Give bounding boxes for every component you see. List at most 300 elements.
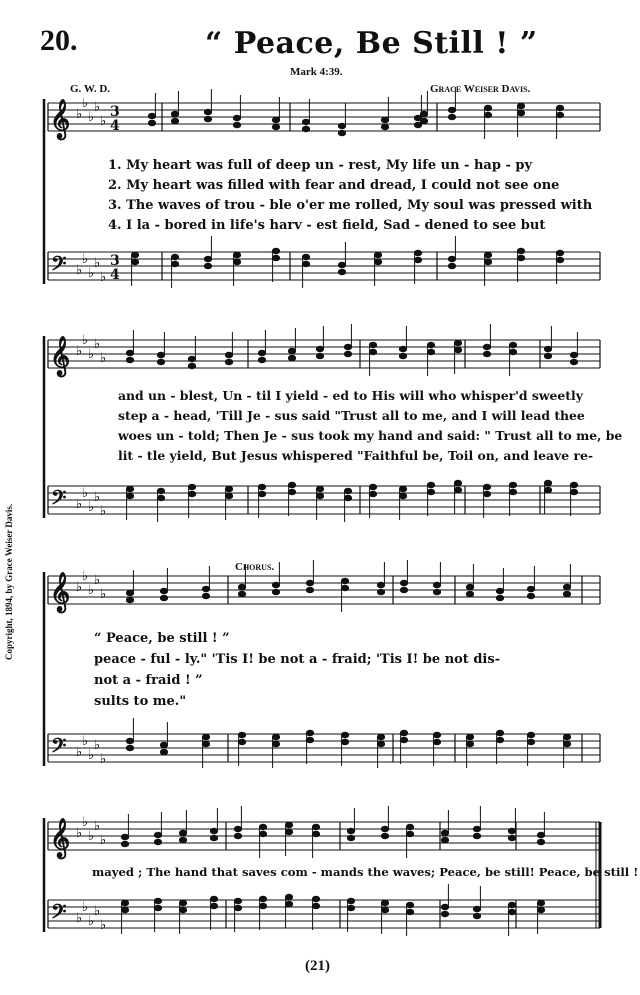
note-head bbox=[508, 902, 515, 907]
note-head bbox=[556, 250, 563, 255]
note-head bbox=[400, 737, 407, 742]
note-head bbox=[258, 357, 265, 362]
note-head bbox=[344, 488, 351, 493]
note-head bbox=[381, 907, 388, 912]
flat-icon: ♭ bbox=[82, 900, 89, 915]
note-head bbox=[160, 742, 167, 747]
note-head bbox=[285, 894, 292, 899]
note-head bbox=[414, 122, 421, 127]
note-head bbox=[121, 900, 128, 905]
note-head bbox=[312, 824, 319, 829]
note-head bbox=[344, 495, 351, 500]
note-head bbox=[259, 896, 266, 901]
note-head bbox=[285, 901, 292, 906]
note-head bbox=[563, 741, 570, 746]
note-head bbox=[570, 359, 577, 364]
flat-icon: ♭ bbox=[76, 826, 83, 841]
chorus-label: Chorus. bbox=[235, 561, 275, 573]
note-head bbox=[157, 488, 164, 493]
note-head bbox=[466, 741, 473, 746]
note-head bbox=[171, 261, 178, 266]
note-head bbox=[157, 359, 164, 364]
note-head bbox=[160, 749, 167, 754]
flat-icon: ♭ bbox=[82, 734, 89, 749]
note-head bbox=[433, 589, 440, 594]
note-head bbox=[433, 739, 440, 744]
note-head bbox=[272, 117, 279, 122]
note-head bbox=[433, 582, 440, 587]
note-head bbox=[202, 734, 209, 739]
note-head bbox=[188, 356, 195, 361]
note-head bbox=[234, 833, 241, 838]
note-head bbox=[131, 252, 138, 257]
flat-icon: ♭ bbox=[94, 573, 101, 588]
note-head bbox=[272, 124, 279, 129]
note-head bbox=[344, 344, 351, 349]
flat-icon: ♭ bbox=[76, 911, 83, 926]
note-head bbox=[154, 832, 161, 837]
hymn-number: 20. bbox=[40, 24, 78, 57]
chorus-line: mayed ; The hand that saves com - mands the waves; Peace, be still! Peace, be still ! bbox=[92, 865, 639, 879]
flat-icon: ♭ bbox=[76, 344, 83, 359]
flat-icon: ♭ bbox=[88, 110, 95, 125]
note-head bbox=[154, 905, 161, 910]
chorus-line: peace - ful - ly." 'Tis I! be not a - fraid; 'Tis I! be not dis- bbox=[94, 652, 501, 667]
note-head bbox=[258, 491, 265, 496]
note-head bbox=[171, 118, 178, 123]
note-head bbox=[204, 109, 211, 114]
note-head bbox=[496, 730, 503, 735]
note-head bbox=[202, 593, 209, 598]
note-head bbox=[427, 489, 434, 494]
bass-clef-icon: 𝄢 bbox=[51, 251, 67, 280]
page-number: (21) bbox=[305, 958, 330, 974]
note-head bbox=[400, 580, 407, 585]
flat-icon: ♭ bbox=[94, 256, 101, 271]
note-head bbox=[381, 833, 388, 838]
note-head bbox=[517, 103, 524, 108]
flat-icon: ♭ bbox=[88, 347, 95, 362]
note-head bbox=[544, 480, 551, 485]
note-head bbox=[496, 588, 503, 593]
note-head bbox=[302, 254, 309, 259]
note-head bbox=[427, 342, 434, 347]
note-head bbox=[570, 482, 577, 487]
note-head bbox=[121, 907, 128, 912]
flat-icon: ♭ bbox=[88, 583, 95, 598]
note-head bbox=[126, 590, 133, 595]
note-head bbox=[202, 586, 209, 591]
note-head bbox=[285, 822, 292, 827]
note-head bbox=[131, 259, 138, 264]
note-head bbox=[570, 489, 577, 494]
flat-icon: ♭ bbox=[76, 745, 83, 760]
note-head bbox=[414, 250, 421, 255]
chorus-line: sults to me." bbox=[94, 694, 187, 709]
note-head bbox=[233, 122, 240, 127]
note-head bbox=[338, 269, 345, 274]
note-head bbox=[406, 909, 413, 914]
note-head bbox=[160, 588, 167, 593]
note-head bbox=[484, 259, 491, 264]
flat-icon: ♭ bbox=[82, 486, 89, 501]
note-head bbox=[148, 113, 155, 118]
note-head bbox=[234, 898, 241, 903]
note-head bbox=[508, 835, 515, 840]
note-head bbox=[188, 491, 195, 496]
note-head bbox=[210, 828, 217, 833]
note-head bbox=[509, 489, 516, 494]
note-head bbox=[441, 911, 448, 916]
note-head bbox=[233, 115, 240, 120]
note-head bbox=[427, 482, 434, 487]
note-head bbox=[316, 353, 323, 358]
flat-icon: ♭ bbox=[82, 333, 89, 348]
note-head bbox=[259, 831, 266, 836]
note-head bbox=[483, 351, 490, 356]
note-head bbox=[179, 900, 186, 905]
note-head bbox=[126, 745, 133, 750]
note-head bbox=[347, 835, 354, 840]
note-head bbox=[556, 112, 563, 117]
note-head bbox=[258, 484, 265, 489]
note-head bbox=[466, 591, 473, 596]
note-head bbox=[338, 262, 345, 267]
note-head bbox=[544, 487, 551, 492]
note-head bbox=[496, 595, 503, 600]
note-head bbox=[406, 902, 413, 907]
note-head bbox=[272, 734, 279, 739]
flat-icon: ♭ bbox=[100, 351, 107, 366]
flat-icon: ♭ bbox=[76, 580, 83, 595]
note-head bbox=[341, 732, 348, 737]
note-head bbox=[484, 252, 491, 257]
note-head bbox=[344, 351, 351, 356]
flat-icon: ♭ bbox=[88, 500, 95, 515]
copyright-notice: Copyright, 1894, by Grace Weiser Davis. bbox=[4, 503, 14, 660]
note-head bbox=[288, 482, 295, 487]
note-head bbox=[527, 586, 534, 591]
note-head bbox=[406, 824, 413, 829]
chorus-line: not a - fraid ! ” bbox=[94, 673, 203, 688]
note-head bbox=[377, 734, 384, 739]
note-head bbox=[399, 346, 406, 351]
note-head bbox=[484, 112, 491, 117]
note-head bbox=[509, 482, 516, 487]
verse-line: and un - blest, Un - til I yield - ed to His will who whisper'd sweetly bbox=[118, 388, 583, 403]
note-head bbox=[454, 347, 461, 352]
bass-clef-icon: 𝄢 bbox=[51, 899, 67, 928]
note-head bbox=[285, 829, 292, 834]
note-head bbox=[204, 263, 211, 268]
note-head bbox=[272, 582, 279, 587]
note-head bbox=[126, 350, 133, 355]
scripture-reference: Mark 4:39. bbox=[290, 66, 343, 78]
note-head bbox=[210, 896, 217, 901]
note-head bbox=[316, 486, 323, 491]
flat-icon: ♭ bbox=[88, 829, 95, 844]
note-head bbox=[341, 578, 348, 583]
note-head bbox=[121, 834, 128, 839]
note-head bbox=[448, 114, 455, 119]
note-head bbox=[126, 486, 133, 491]
note-head bbox=[406, 831, 413, 836]
note-head bbox=[544, 353, 551, 358]
note-head bbox=[188, 363, 195, 368]
note-head bbox=[570, 352, 577, 357]
note-head bbox=[563, 584, 570, 589]
flat-icon: ♭ bbox=[76, 107, 83, 122]
note-head bbox=[466, 584, 473, 589]
verse-line: lit - tle yield, But Jesus whispered "Faithful be, Toil on, and leave re- bbox=[118, 448, 594, 463]
note-head bbox=[454, 480, 461, 485]
note-head bbox=[399, 493, 406, 498]
note-head bbox=[238, 732, 245, 737]
note-head bbox=[225, 359, 232, 364]
note-head bbox=[272, 255, 279, 260]
note-head bbox=[483, 491, 490, 496]
note-head bbox=[508, 828, 515, 833]
note-head bbox=[188, 484, 195, 489]
note-head bbox=[448, 107, 455, 112]
note-head bbox=[347, 828, 354, 833]
note-head bbox=[381, 124, 388, 129]
time-signature: 3 bbox=[110, 253, 120, 269]
note-head bbox=[225, 486, 232, 491]
verse-line: 1. My heart was full of deep un - rest, My life un - hap - py bbox=[108, 158, 533, 173]
verse-line: 2. My heart was filled with fear and dread, I could not see one bbox=[108, 178, 560, 193]
note-head bbox=[312, 903, 319, 908]
note-head bbox=[288, 489, 295, 494]
note-head bbox=[154, 839, 161, 844]
note-head bbox=[473, 906, 480, 911]
note-head bbox=[509, 342, 516, 347]
note-head bbox=[341, 739, 348, 744]
note-head bbox=[154, 898, 161, 903]
note-head bbox=[233, 252, 240, 257]
flat-icon: ♭ bbox=[88, 266, 95, 281]
note-head bbox=[210, 835, 217, 840]
note-head bbox=[171, 111, 178, 116]
note-head bbox=[399, 486, 406, 491]
note-head bbox=[234, 826, 241, 831]
note-head bbox=[527, 732, 534, 737]
time-signature: 4 bbox=[110, 267, 120, 283]
note-head bbox=[563, 591, 570, 596]
note-head bbox=[225, 352, 232, 357]
time-signature: 4 bbox=[110, 118, 120, 134]
note-head bbox=[259, 824, 266, 829]
note-head bbox=[238, 591, 245, 596]
verse-line: step a - head, 'Till Je - sus said "Trust all to me, and I will lead thee bbox=[118, 408, 585, 423]
note-head bbox=[420, 111, 427, 116]
flat-icon: ♭ bbox=[88, 914, 95, 929]
note-head bbox=[414, 257, 421, 262]
note-head bbox=[126, 357, 133, 362]
note-head bbox=[341, 585, 348, 590]
note-head bbox=[272, 741, 279, 746]
flat-icon: ♭ bbox=[82, 96, 89, 111]
note-head bbox=[316, 346, 323, 351]
note-head bbox=[420, 118, 427, 123]
note-head bbox=[441, 830, 448, 835]
note-head bbox=[556, 257, 563, 262]
treble-clef-icon: 𝄞 bbox=[50, 336, 71, 376]
note-head bbox=[537, 900, 544, 905]
note-head bbox=[210, 903, 217, 908]
flat-icon: ♭ bbox=[94, 819, 101, 834]
composer-credit: G. W. D. bbox=[70, 83, 111, 95]
flat-icon: ♭ bbox=[82, 252, 89, 267]
note-head bbox=[225, 493, 232, 498]
flat-icon: ♭ bbox=[100, 833, 107, 848]
note-head bbox=[160, 595, 167, 600]
bass-clef-icon: 𝄢 bbox=[51, 733, 67, 762]
note-head bbox=[448, 256, 455, 261]
note-head bbox=[306, 580, 313, 585]
note-head bbox=[312, 896, 319, 901]
chorus-line: “ Peace, be still ! ” bbox=[94, 631, 230, 646]
note-head bbox=[441, 837, 448, 842]
note-head bbox=[517, 248, 524, 253]
note-head bbox=[377, 589, 384, 594]
flat-icon: ♭ bbox=[94, 100, 101, 115]
note-head bbox=[454, 340, 461, 345]
note-head bbox=[496, 737, 503, 742]
note-head bbox=[258, 350, 265, 355]
note-head bbox=[157, 495, 164, 500]
note-head bbox=[302, 126, 309, 131]
note-head bbox=[204, 256, 211, 261]
verse-line: 4. I la - bored in life's harv - est field, Sad - dened to see but bbox=[108, 218, 546, 233]
author-credit: Grace Weiser Davis. bbox=[430, 83, 531, 95]
flat-icon: ♭ bbox=[88, 748, 95, 763]
note-head bbox=[508, 909, 515, 914]
note-head bbox=[441, 904, 448, 909]
note-head bbox=[126, 493, 133, 498]
note-head bbox=[234, 905, 241, 910]
note-head bbox=[171, 254, 178, 259]
note-head bbox=[563, 734, 570, 739]
flat-icon: ♭ bbox=[94, 904, 101, 919]
note-head bbox=[312, 831, 319, 836]
note-head bbox=[537, 832, 544, 837]
note-head bbox=[121, 841, 128, 846]
note-head bbox=[448, 263, 455, 268]
note-head bbox=[399, 353, 406, 358]
note-head bbox=[374, 259, 381, 264]
note-head bbox=[369, 491, 376, 496]
hymn-title: “ Peace, Be Still ! ” bbox=[205, 26, 538, 61]
note-head bbox=[381, 117, 388, 122]
note-head bbox=[288, 348, 295, 353]
flat-icon: ♭ bbox=[76, 263, 83, 278]
note-head bbox=[537, 839, 544, 844]
note-head bbox=[374, 252, 381, 257]
note-head bbox=[338, 123, 345, 128]
note-head bbox=[302, 261, 309, 266]
flat-icon: ♭ bbox=[100, 918, 107, 933]
note-head bbox=[527, 739, 534, 744]
note-head bbox=[306, 730, 313, 735]
note-head bbox=[369, 484, 376, 489]
note-head bbox=[306, 737, 313, 742]
note-head bbox=[316, 493, 323, 498]
note-head bbox=[369, 349, 376, 354]
note-head bbox=[202, 741, 209, 746]
time-signature: 3 bbox=[110, 104, 120, 120]
note-head bbox=[381, 900, 388, 905]
flat-icon: ♭ bbox=[100, 752, 107, 767]
note-head bbox=[338, 130, 345, 135]
note-head bbox=[466, 734, 473, 739]
note-head bbox=[306, 587, 313, 592]
note-head bbox=[179, 907, 186, 912]
note-head bbox=[238, 739, 245, 744]
flat-icon: ♭ bbox=[94, 337, 101, 352]
note-head bbox=[381, 826, 388, 831]
note-head bbox=[517, 255, 524, 260]
flat-icon: ♭ bbox=[100, 270, 107, 285]
note-head bbox=[233, 259, 240, 264]
note-head bbox=[272, 589, 279, 594]
note-head bbox=[509, 349, 516, 354]
verse-line: woes un - told; Then Je - sus took my hand and said: " Trust all to me, be bbox=[118, 428, 623, 443]
note-head bbox=[377, 582, 384, 587]
bass-clef-icon: 𝄢 bbox=[51, 485, 67, 514]
note-head bbox=[179, 837, 186, 842]
note-head bbox=[544, 346, 551, 351]
note-head bbox=[517, 110, 524, 115]
note-head bbox=[377, 741, 384, 746]
note-head bbox=[148, 120, 155, 125]
note-head bbox=[537, 907, 544, 912]
note-head bbox=[433, 732, 440, 737]
note-head bbox=[473, 833, 480, 838]
treble-clef-icon: 𝄞 bbox=[50, 818, 71, 858]
note-head bbox=[204, 116, 211, 121]
note-head bbox=[400, 730, 407, 735]
note-head bbox=[556, 105, 563, 110]
note-head bbox=[126, 738, 133, 743]
note-head bbox=[179, 830, 186, 835]
note-head bbox=[484, 105, 491, 110]
note-head bbox=[427, 349, 434, 354]
note-head bbox=[238, 584, 245, 589]
note-head bbox=[454, 487, 461, 492]
verse-line: 3. The waves of trou - ble o'er me rolled, My soul was pressed with bbox=[108, 198, 593, 213]
treble-clef-icon: 𝄞 bbox=[50, 99, 71, 139]
treble-clef-icon: 𝄞 bbox=[50, 572, 71, 612]
note-head bbox=[473, 826, 480, 831]
flat-icon: ♭ bbox=[94, 738, 101, 753]
note-head bbox=[483, 344, 490, 349]
flat-icon: ♭ bbox=[100, 504, 107, 519]
note-head bbox=[302, 119, 309, 124]
flat-icon: ♭ bbox=[82, 815, 89, 830]
flat-icon: ♭ bbox=[94, 490, 101, 505]
note-head bbox=[347, 905, 354, 910]
note-head bbox=[126, 597, 133, 602]
note-head bbox=[259, 903, 266, 908]
note-head bbox=[288, 355, 295, 360]
note-head bbox=[473, 913, 480, 918]
flat-icon: ♭ bbox=[100, 114, 107, 129]
note-head bbox=[347, 898, 354, 903]
note-head bbox=[400, 587, 407, 592]
flat-icon: ♭ bbox=[82, 569, 89, 584]
note-head bbox=[157, 352, 164, 357]
